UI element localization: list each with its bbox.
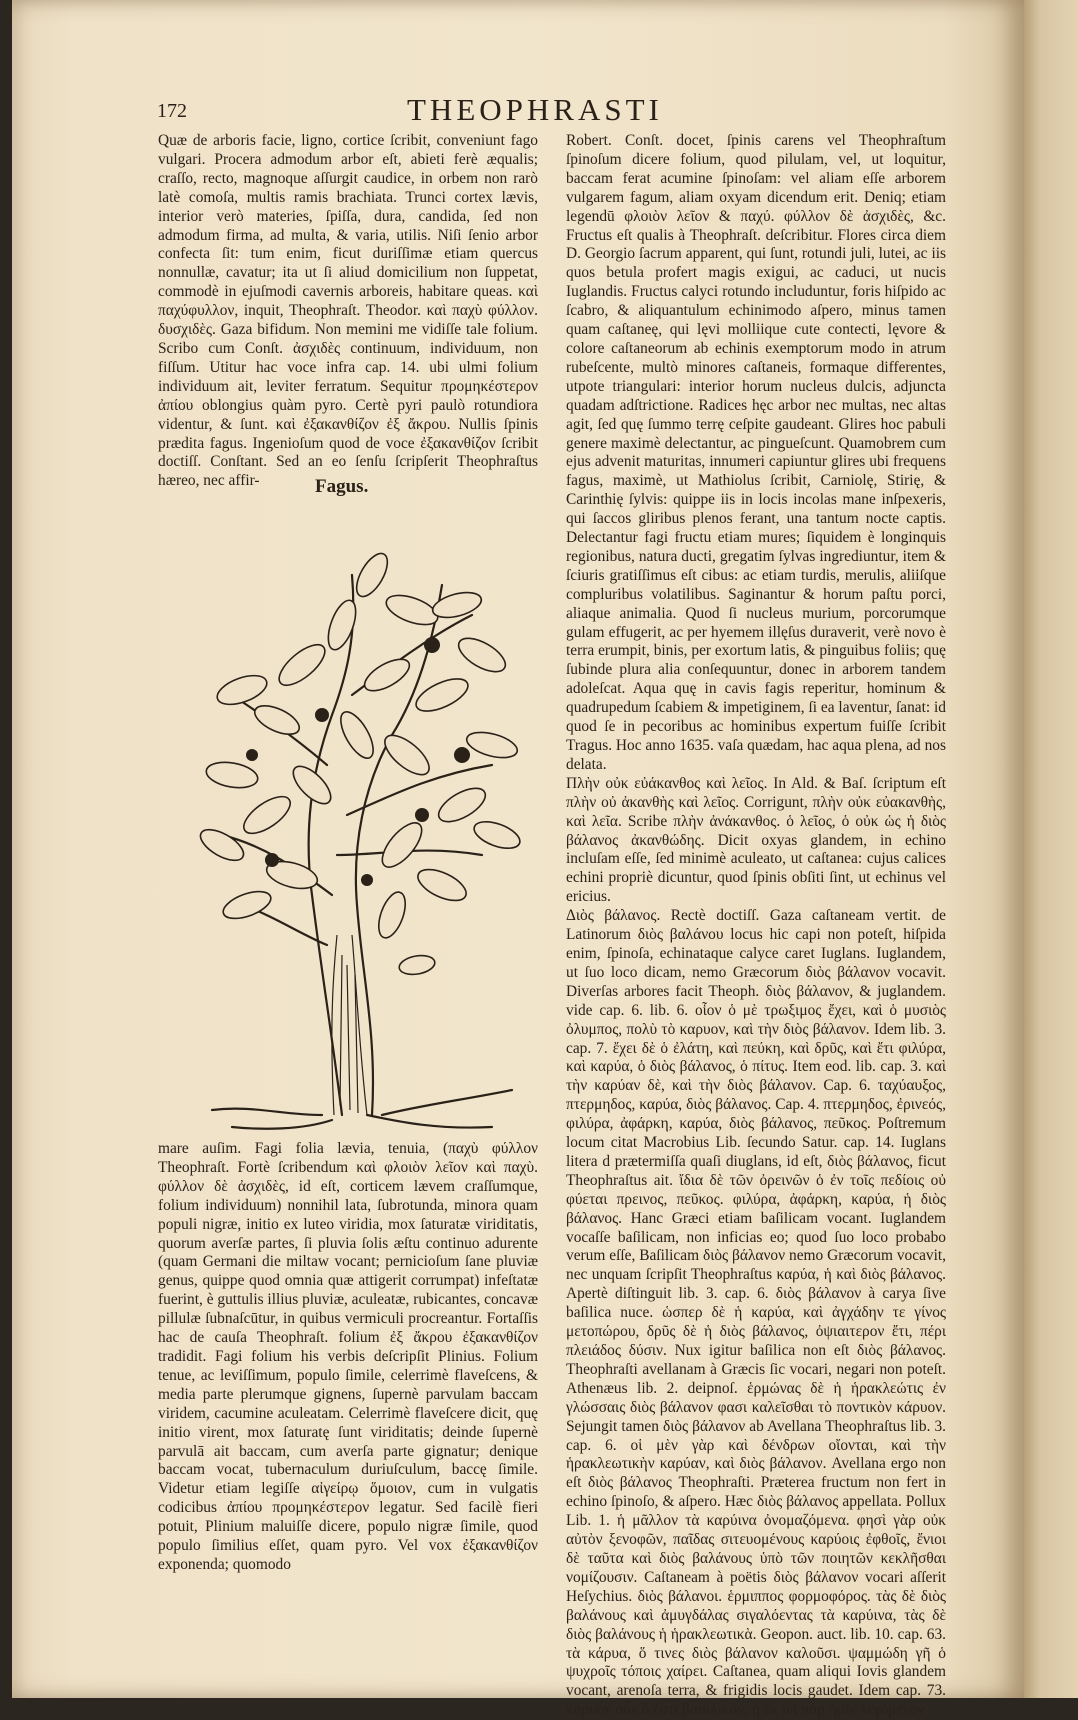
book-page — [12, 0, 1024, 1719]
paragraph: mare auſim. Fagi folia lævia, tenuia, (παχὺ φύλλον Theophraſt. Fortè ſcribendum καὶ φλοιὸν λεῖον καὶ παχὺ. φύλλον δὲ ἀσχιδὲς, id eſt, corticem lævem craſſumque, folium individuum) nonnihil lata, ſubrotunda, minora quam populi nigræ, initio ex luteo viridia, mox ſaturatæ viriditatis, quorum averſæ partes, ſi pluvia ſolis æſtu continuo adurente (quam Germani die miltaw vocant; pernicioſum ſane pluviæ genus, quippe quod omnia quæ attigerit corrumpat) infeſtatæ fuerint, è guttulis illius pluviæ, aculeatæ, rubicantes, concavæ pillulæ ſubnaſcūtur, in quibus vermiculi procreantur. Fortaſſis hac de cauſa Theophraſt. folium ἐξ ἄκρου ἐξακανθίζον tradidit. Fagi folium his verbis deſcripſit Plinius. Folium tenue, ac leviſſimum, populo ſimile, celerrimè flaveſcens, & media parte plerumque gignens, ſupernè parvulam baccam viridem, cacumine aculeatam. Celerrimè flaveſcere dicit, quę initio virent, mox ſaturatę ſunt viriditatis; deinde ſupernè parvulā ait baccam, cum averſa parte gignatur; denique baccam vocat, tubernaculum duriuſculum, baccę ſimile. Videtur etiam legiſſe αἰγείρῳ ὅμοιον, cum in vulgatis codicibus ἀπίου προμηκέστερον legatur. Sed facilè fieri potuit, Plinium maluiſſe dicere, populo nigræ ſimile, quod populo ſimilius eſſet, quam pyro. Vel vox ἐξακανθίζον exponenda; quomodo — [158, 1140, 538, 1573]
paragraph: Robert. Conſt. docet, ſpinis carens vel Theophraſtum ſpinoſum dicere folium, quod pilulam, vel, ut loquitur, baccam ferat acumine ſpinoſam: vel aliam eſſe arborem vulgarem fagum, aliam oxyam dicendum erit. Deniq; etiam legendū φλοιὸν λεῖον & παχύ. φύλλον δὲ ἀσχιδὲς, &c. Fructus eſt qualis à Theophraſt. deſcribitur. Flores circa diem D. Georgio ſacrum apparent, qui ſunt, rotundi juli, lutei, ac iis quos betula profert magis exigui, ac caduci, ut nucis Iuglandis. Fructus calyci rotundo includuntur, foris hiſpido ac ſcabro, & aliquantulum echinimodo aſpero, minus tamen quam caſtaneę, qui lęvi molliique cute contecti, lęvore & colore caſtaneorum ab echinis exemptorum modo in atrum rubeſcente, multò minores caſtaneis, formaque differentes, utpote triangulari: interior horum nucleus dulcis, adjuncta quadam adſtrictione. Radices hęc arbor nec multas, nec altas agit, ſed quę ſummo terrę ceſpite gaudeant. Glires hoc pabuli genere maximè delectantur, ac pingueſcunt. Quamobrem cum ejus advenit maturitas, innumeri capiuntur glires ubi frequens fagus, maximè, ut Mathiolus ſcribit, Carniolę, Stirię, & Carinthię ſylvis: quippe iis in locis incolas mane inſpexeris, qui ſaccos gliribus plenos ferant, una tantum nocte captis. Delectantur fagi fructu etiam mures; ſiquidem è longinquis regionibus, natura ducti, gregatim ſylvas ingrediuntur, item & ſciuris gratiſſimus eſt cibus: ac etiam turdis, merulis, aliiſque compluribus volatilibus. Saginantur & horum paſtu porci, aliaque animalia. Quod ſi nucleus murium, porcorumque gulam effugerit, ac per hyemem illęſus duraverit, verè novo è terra erumpit, binis, per exortum latis, & pinguibus foliis; quę ſubinde plura alia conſequuntur, donec in arborem tandem adoleſcat. Aqua quę in cavis fagis reperitur, hominum & quadrupedum ſcabiem & impetiginem, ſi ea laventur, ſanat: id quod ſe in pecoribus ac hominibus expertum fuiſſe ſcribit Tragus. Hoc anno 1635. vaſa quædam, hac aqua plena, ad nos delata. — [566, 132, 946, 773]
paragraph: Διὸς βάλανος. Rectè doctiſſ. Gaza caſtaneam vertit. de Latinorum διὸς βαλάνου locus hic capi non poteſt, hiſpida enim, ſpinoſa, echinataque calyce caret Iuglans. Iuglandem, ut ſuo loco dicam, nemo Græcorum διὸς βάλανον vocavit. Diverſas arbores facit Theoph. διὸς βάλανον, & juglandem. vide cap. 6. lib. 6. οἷον ὁ μὲ τρωξιμος ἔχει, καὶ ὁ μυσιὸς ὀλυμπος, πολὺ τὸ καρυον, καὶ τὴν διὸς βάλανον. Idem lib. 3. cap. 7. ἔχει δὲ ὁ ἐλάτη, καὶ πεύκη, καὶ δρῦς, καὶ ἔτι φιλύρα, καὶ καρύα, ὁ διὸς βάλανος, ὁ πίτυς. Item eod. lib. cap. 3. καὶ τὴν καρύαν δὲ, καὶ τὴν διὸς βάλανον. Cap. 6. ταχύαυξος, πτερμηδος, καρύα, διὸς βάλανος. Cap. 4. πτερμηδος, ἐρινεός, φιλύρα, ἀφάρκη, καρύα, διὸς βάλανος, πεῦκος. Poſtremum locum citat Macrobius Lib. ſecundo Satur. cap. 14. Iuglans litera d prætermiſſa quaſi diuglans, id eſt, διὸς βάλανος, ficut Theophraſtus ait. ἴδια δὲ τῶν ὀρεινῶν ὁ ἐν τοῖς πεδίοις οὐ φύεται πρεινος, πεῦκος. φιλύρα, ἀφάρκη, καρύα, ἡ διὸς βάλανος. Hanc Græci etiam baſilicam vocant. Iuglandem vocaſſe baſilicam, non inficias eo; quod ſuo loco probabo verum eſſe, Baſilicam διὸς βάλανον nemo Græcorum vocavit, nec unquam ſcripſit Theophraſtus καρύα, ἡ καὶ διὸς βάλανος. Apertè diſtinguit lib. 3. cap. 6. διὸς βάλανον à carya ſive baſilica nuce. ὡσπερ δὲ ἡ καρύα, καὶ ἀγχάδην τε γίνος μετοπώρου, δρῦς δὲ ἡ διὸς βάλανος, ὀψιαιτερον ἔτι, πέρι πλειάδος δύσιν. Nux igitur baſilica non eſt διὸς βάλανος. Theophraſti avellanam à Græcis ſic vocari, negari non poteſt. Athenæus lib. 2. deipnoſ. ἑρμώνας δὲ ἡ ἡρακλεώτις ἐν γλώσσαις διὸς βάλανον φασι καλεῖσθαι τὸ ποντικὸν κάρυον. Sejungit tamen διὸς βάλανον ab Avellana Theophraſtus lib. 3. cap. 6. οἱ μὲν γὰρ καὶ δένδρων οἴονται, καὶ τὴν ἡρακλεωτικὴν καρύαν, καὶ διὸς βάλανον. Avellana ergo non eſt διὸς βάλανος Theophraſti. Præterea fructum non fert in echino ſpinoſo, & aſpero. Hæc διὸς βάλανος appellata. Pollux Lib. 1. ἡ μᾶλλον τὰ καρύινα ὀνομαζόμενα. φησὶ γὰρ οὐκ αὐτὸν ξενοφῶν, παῖδας σιτευομένους καρύοις ἐφθοῖς, ἔνιοι δὲ ταῦτα καὶ διὸς βαλάνους ὑπὸ τῶν ποιητῶν κεκλῆσθαι νομίζουσιν. Caſtaneam à poëtis διὸς βάλανον vocari aſſerit Heſychius. διὸς βάλανοι. ἑρμιππος φορμοφόρος. τὰς δὲ διὸς βαλάνους καὶ ἀμυγδάλας σιγαλόεντας τὰ καρύινα, τὰς δὲ διὸς βαλάνους ἡ ἡρακλεωτικὰ. Geopon. auct. lib. 10. cap. 63. τὰ κάρυα, ὅ τινες διὸς βάλανον καλοῦσι. ψαμμώδη γῆ ὁ ψυχροῖς τόποις χαίρει. Caſtanea, quam aliqui Iovis glandem vocant, arenoſa terra, & frigidis locis gaudet. Idem cap. 73. κάρυον οὖν ὃ ἐστι βασιλικὸν, ἡ ἐκ ὑπ πάρ ἡμῖν λεγόμενον — [566, 907, 946, 1719]
paragraph: Quæ de arboris facie, ligno, cortice ſcribit, conveniunt fago vulgari. Procera admodum arbor eſt, abieti ferè æqualis; craſſo, recto, magnoque aſſurgit caudice, in orbem non rarò latè comoſa, multis ramis brachiata. Trunci cortex lævis, interior verò materies, ſpiſſa, dura, candida, ſed non admodum firma, ad multa, & varia, utilis. Niſi ſenio arbor confecta ſit: tum enim, ficut duriſſimæ etiam quercus nonnullæ, cavatur; ita ut ſi aliud domicilium non ſuppetat, commodè in ejuſmodi cavernis arboreis, habitare queas. καὶ παχύφυλλον, inquit, Theophraſt. Theodor. καὶ παχὺ φύλλον. δυσχιδὲς. Gaza bifidum. Non memini me vidiſſe tale folium. Scribo cum Conſt. ἀσχιδὲς continuum, individuum, non fiſſum. Utitur hac voce infra cap. 14. ubi ulmi folium individuum ait, leviter ferratum. Sequitur προμηκέστερον ἀπίου oblongius quàm pyro. Certè pyri paulò rotundiora videntur, & ſunt. καὶ ἐξακανθίζον ἐξ ἄκρου. Nullis ſpinis prædita fagus. Ingenioſum quod de voce ἐξακανθίζον ſcribit doctiſſ. Conſtant. Sed an eo ſenſu ſcripſerit Theophraſtus hæreo, nec affir- — [158, 132, 538, 490]
page-number: 172 — [157, 100, 187, 122]
figure-caption: Fagus. — [315, 476, 369, 497]
left-column-text-continued — [158, 1140, 538, 1575]
facing-page-edge — [1024, 0, 1078, 1698]
right-column-text — [566, 132, 946, 1720]
running-title: THEOPHRASTI — [407, 92, 663, 127]
left-column-text — [158, 132, 538, 491]
paragraph: Πλὴν οὐκ εὐάκανθος καὶ λεῖος. In Ald. & Baſ. ſcriptum eſt πλὴν οὐ ἀκανθὴς καὶ λεῖος. Corrigunt, πλὴν οὐκ εὐακανθὴς, καὶ λεῖα. Scribe πλὴν ἀνάκανθος. ὁ λεῖος, ὁ οὐκ ὡς ἡ διὸς βάλανος ἀκανθώδης. Dicit oxyas glandem, in echino incluſam eſſe, ſed minimè aculeato, ut caſtanea: cujus calices echini propriè dicuntur, quod ſpinis obſiti ſint, ut echinus vel ericius. — [566, 774, 946, 906]
beech-tree-woodcut — [192, 515, 532, 1135]
